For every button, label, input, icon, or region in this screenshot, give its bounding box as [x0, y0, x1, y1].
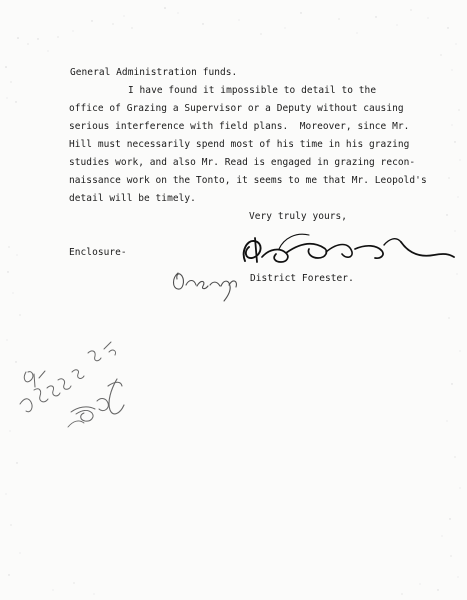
body-line-7: detail will be timely. — [69, 193, 196, 204]
enclosure-line: Enclosure- — [69, 247, 127, 258]
body-line-3: serious interference with field plans. Moreover, since Mr. — [69, 121, 410, 132]
signature — [244, 234, 454, 262]
closing-line: Very truly yours, — [249, 211, 348, 222]
body-line-2: office of Grazing a Supervisor or a Deputy without causing — [69, 103, 404, 114]
signature-title: District Forester. — [250, 273, 354, 284]
opening-line: General Administration funds. — [70, 67, 238, 78]
acting-handwriting — [174, 273, 237, 301]
body-line-1: I have found it impossible to detail to the — [128, 85, 377, 96]
body-line-4: Hill must necessarily spend most of his time in his grazing — [69, 139, 410, 150]
letter-text-block — [0, 0, 427, 284]
margin-note-handwriting — [20, 342, 124, 427]
body-line-6: naissance work on the Tonto, it seems to me that Mr. Leopold's — [69, 175, 427, 186]
body-line-5: studies work, and also Mr. Read is engaged in grazing recon- — [69, 157, 416, 168]
